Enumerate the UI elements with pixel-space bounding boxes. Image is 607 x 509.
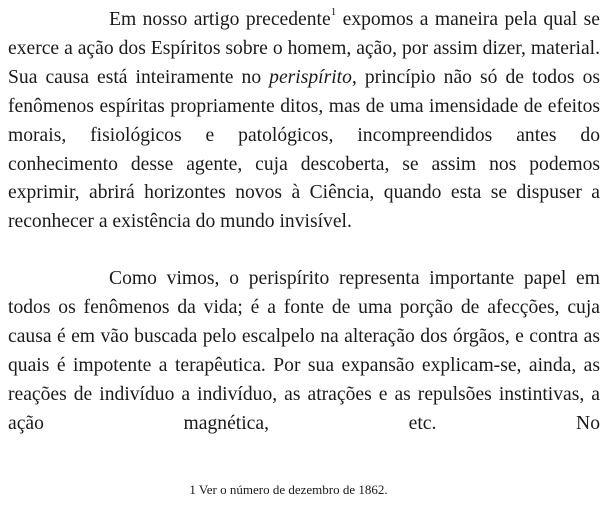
paragraph-1-text-end: , princípio não só de todos os fenômenos espíritas propriamente ditos, mas de uma imensidade de efeitos morais, fisiológicos e patológicos, incompreendidos antes do conhecimento desse agente, cuja descoberta, se assim nos podemos exprimir, abrirá horizontes novos à Ciência, quando esta se dispuser a reconhecer a existência do mundo invisível.	[8, 66, 600, 233]
emphasized-term: perispírito	[269, 66, 352, 88]
paragraph-1	[8, 6, 600, 237]
footnote	[0, 482, 607, 498]
document-page	[8, 6, 600, 439]
footnote-reference: 1	[330, 6, 337, 19]
paragraph-2	[8, 265, 600, 438]
paragraph-1-text-start: Em nosso artigo precedente	[109, 9, 331, 30]
footnote-text: 1 Ver o número de dezembro de 1862.	[189, 482, 388, 497]
paragraph-1-text-middle: expomos a maneira pela qual se exerce a ação dos Espíritos sobre o homem, ação, por assim dizer, material. Sua causa está inteiramente no	[8, 9, 600, 88]
paragraph-2-text: Como vimos, o perispírito representa importante papel em todos os fenômenos da vida; é a fonte de uma porção de afecções, cuja causa é em vão buscada pelo escalpelo na alteração dos órgãos, e contra as quais é impotente a terapêutica. Por sua expansão explicam-se, ainda, as reações de indivíduo a indivíduo, as atrações e as repulsões instintivas, a ação magnética, etc. No	[8, 268, 600, 434]
